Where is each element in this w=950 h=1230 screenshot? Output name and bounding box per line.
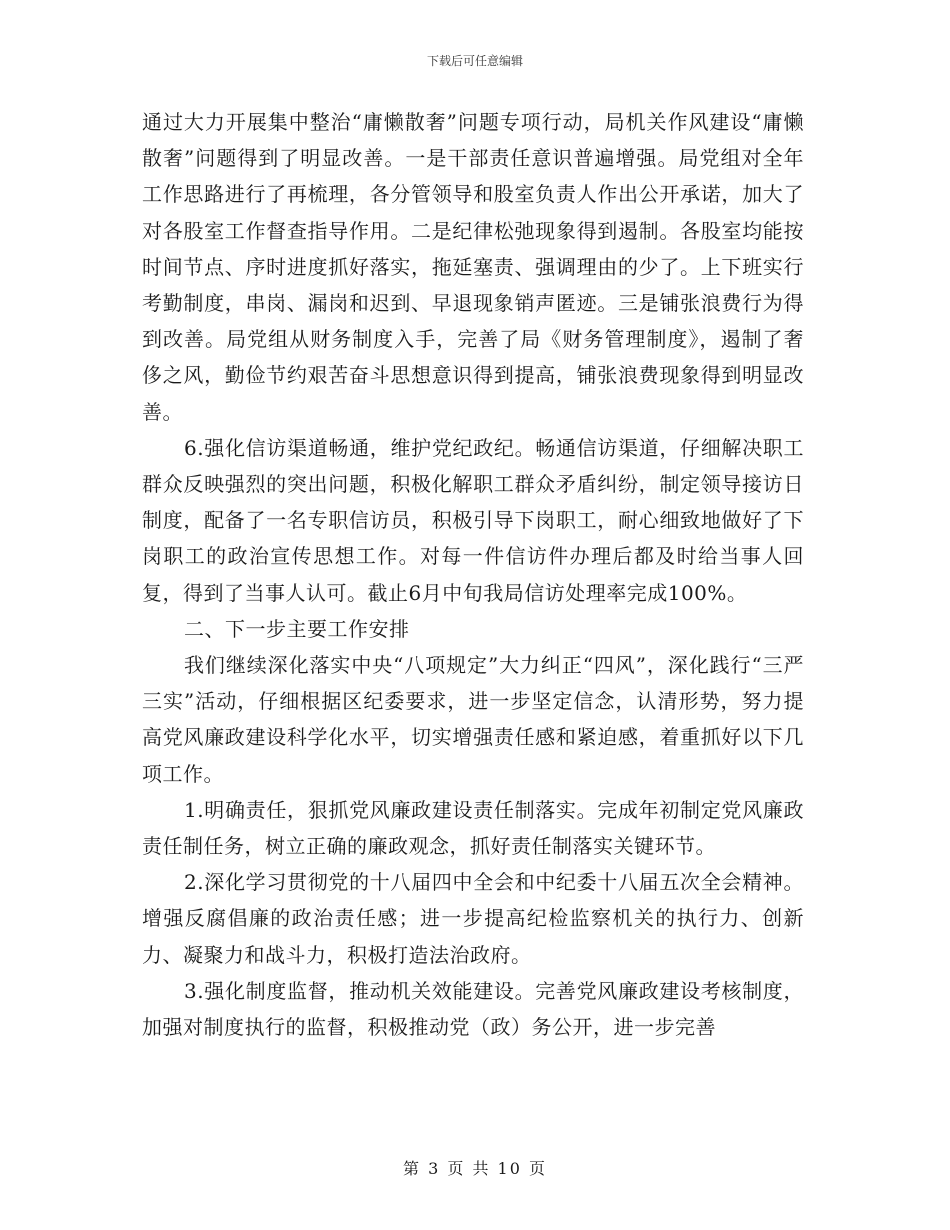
section-heading-next-steps: 二、下一步主要工作安排: [184, 616, 410, 641]
paragraph-item-1: 1.明确责任，狠抓党风廉政建设责任制落实。完成年初制定党风廉政责任制任务，树立正确的廉政观念，抓好责任制落实关键环节。: [142, 797, 804, 859]
paragraph-intro: 我们继续深化落实中央“八项规定”大力纠正“四风”，深化践行“三严三实”活动，仔细根据区纪委要求，进一步坚定信念，认清形势，努力提高党风廉政建设科学化水平，切实增强责任感和紧迫感，着重抓好以下几项工作。: [142, 653, 804, 786]
paragraph-item-3: 3.强化制度监督，推动机关效能建设。完善党风廉政建设考核制度，加强对制度执行的监督，积极推动党（政）务公开，进一步完善: [142, 978, 804, 1040]
paragraph-item-6: 6.强化信访渠道畅通，维护党纪政纪。畅通信访渠道，仔细解决职工群众反映强烈的突出问题，积极化解职工群众矛盾纠纷，制定领导接访日制度，配备了一名专职信访员，积极引导下岗职工，耐心细致地做好了下岗职工的政治宣传思想工作。对每一件信访件办理后都及时给当事人回复，得到了当事人认可。截止6月中旬我局信访处理率完成100%。: [142, 435, 804, 605]
page-header: 下载后可任意编辑: [426, 54, 523, 68]
paragraph-item-2: 2.深化学习贯彻党的十八届四中全会和中纪委十八届五次全会精神。增强反腐倡廉的政治责任感；进一步提高纪检监察机关的执行力、创新力、凝聚力和战斗力，积极打造法治政府。: [142, 870, 804, 967]
document-body: [142, 104, 804, 1045]
paragraph-continuation: 通过大力开展集中整治“庸懒散奢”问题专项行动，局机关作风建设“庸懒散奢”问题得到了明显改善。一是干部责任意识普遍增强。局党组对全年工作思路进行了再梳理，各分管领导和股室负责人作出公开承诺，加大了对各股室工作督查指导作用。二是纪律松弛现象得到遏制。各股室均能按时间节点、序时进度抓好落实，拖延塞责、强调理由的少了。上下班实行考勤制度，串岗、漏岗和迟到、早退现象销声匿迹。三是铺张浪费行为得到改善。局党组从财务制度入手，完善了局《财务管理制度》，遏制了奢侈之风，勤俭节约艰苦奋斗思想意识得到提高，铺张浪费现象得到明显改善。: [142, 110, 804, 424]
page-footer: 第 3 页 共 10 页: [403, 1159, 547, 1178]
